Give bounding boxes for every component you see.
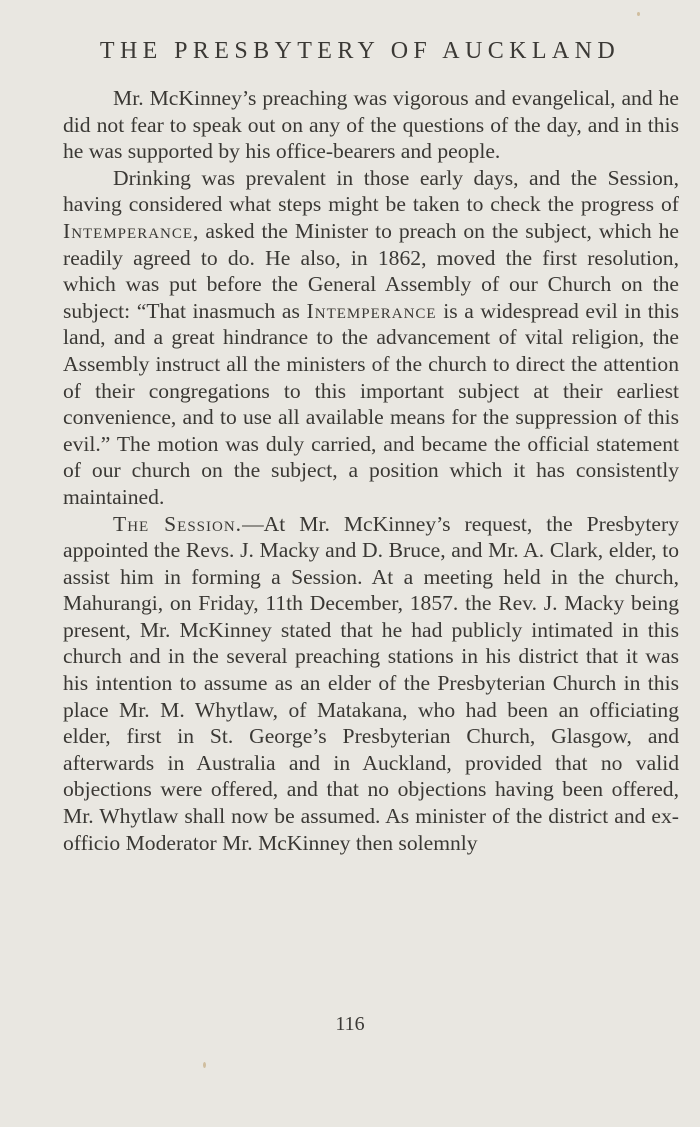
paragraph-session [63, 511, 679, 857]
section-heading-inline: The Session. [113, 511, 243, 536]
small-caps-term: Intemperance [63, 218, 194, 243]
paragraph-text: Mr. McKinney’s preaching was vigorous and evangelical, and he did not fear to speak out on any of the questions of the day, and in this he was supported by his office-bearers and people. [63, 86, 679, 164]
paragraph-intemperance [63, 165, 679, 511]
paragraph-text: is a widespread evil in this land, and a great hindrance to the advancement of vital religion, the Assembly instruct all the ministers of the church to direct the attention of their congregations to this important subject at their earliest convenience, and to use all available means for the suppression of this evil.” The motion was duly carried, and became the official statement of our church on the subject, a position which it has consistently maintained. [63, 298, 679, 509]
paragraph-text: —At Mr. McKinney’s request, the Presbytery appointed the Revs. J. Macky and D. Bruce, and Mr. A. Clark, elder, to assist him in forming a Session. At a meeting held in the church, Mahurangi, on Friday, 11th December, 1857. the Rev. J. Macky being present, Mr. McKinney stated that he had publicly intimated in this church and in the several preaching stations in his district that it was his intention to assume as an elder of the Presbyterian Church in this place Mr. M. Whytlaw, of Matakana, who had been an officiating elder, first in St. George’s Presbyterian Church, Glasgow, and afterwards in Australia and in Auckland, provided that no valid objections were offered, and that no objections having been offered, Mr. Whytlaw shall now be assumed. As minister of the district and ex-officio Moderator Mr. McKinney then solemnly [63, 511, 679, 855]
running-head: THE PRESBYTERY OF AUCKLAND [99, 38, 621, 64]
body-text [63, 85, 679, 856]
paper-speck [203, 1062, 206, 1068]
page-number: 116 [335, 1013, 365, 1035]
paragraph-text: Drinking was prevalent in those early days, and the Session, having considered what steps might be taken to check the progress of [63, 165, 679, 217]
paper-speck [637, 12, 640, 16]
paragraph-preaching [63, 85, 679, 165]
small-caps-term: Intemperance [306, 298, 437, 323]
paragraph-text: , asked the Minister to preach on the subject, which he readily agreed to do. He also, in 1862, moved the first resolution, which was put before the General Assembly of our Church on the subject: “That inasmuch as [63, 218, 679, 323]
